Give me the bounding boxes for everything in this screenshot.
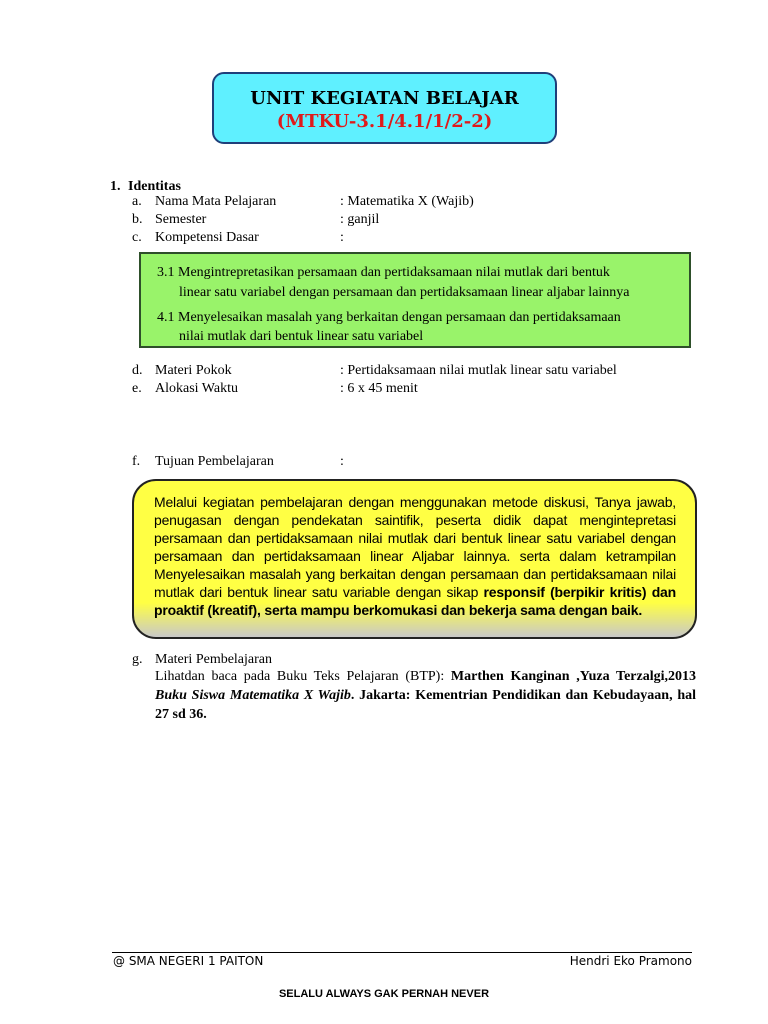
tujuan-text-bold: responsif (berpikir kritis) dan proaktif (kreatif), serta mampu berkomukasi dan bekerja sama dengan baik. xyxy=(154,584,676,618)
item-value-tujuan: : xyxy=(340,454,344,469)
materi-text-1: Lihatdan baca pada Buku Teks Pelajaran (BTP): xyxy=(155,669,445,684)
item-label-materi-pokok: Materi Pokok xyxy=(155,363,232,378)
item-label-tujuan: Tujuan Pembelajaran xyxy=(155,454,274,469)
item-value-mapel: : Matematika X (Wajib) xyxy=(340,194,474,209)
tujuan-text xyxy=(154,493,676,619)
item-letter-c: c. xyxy=(132,230,142,245)
item-letter-f: f. xyxy=(132,454,141,469)
item-label-alokasi: Alokasi Waktu xyxy=(155,381,238,396)
title-box xyxy=(212,72,557,144)
item-value-kd: : xyxy=(340,230,344,245)
kd-line: Menyelesaikan masalah yang berkaitan dengan persamaan dan pertidaksamaan xyxy=(178,310,621,325)
item-label-mapel: Nama Mata Pelajaran xyxy=(155,194,277,209)
kd-line2: linear satu variabel dengan persamaan dan pertidaksamaan linear aljabar lainnya xyxy=(179,285,630,300)
kd-num: 3.1 xyxy=(157,265,175,280)
materi-book-title: Buku Siswa Matematika X Wajib xyxy=(155,688,351,703)
item-value-materi-pokok: : Pertidaksamaan nilai mutlak linear satu variabel xyxy=(340,363,617,378)
document-code: (MTKU-3.1/4.1/1/2-2) xyxy=(276,111,493,132)
kompetensi-dasar-box xyxy=(139,252,691,348)
item-value-semester: : ganjil xyxy=(340,212,380,227)
item-value-alokasi: : 6 x 45 menit xyxy=(340,381,418,396)
kd-line: Mengintrepretasikan persamaan dan pertidaksamaan nilai mutlak dari bentuk xyxy=(178,265,610,280)
footer-motto: SELALU ALWAYS GAK PERNAH NEVER xyxy=(278,988,490,1000)
kd-item-3-1 xyxy=(157,263,679,282)
materi-text xyxy=(155,667,696,724)
document-title: UNIT KEGIATAN BELAJAR xyxy=(250,88,519,109)
materi-text-4: . Jakarta: Kementrian Pendidikan dan Kebudayaan, hal 27 sd 36. xyxy=(155,688,696,722)
section-heading: Identitas xyxy=(128,179,181,194)
footer-school: @ SMA NEGERI 1 PAITON xyxy=(113,954,264,968)
footer-author: Hendri Eko Pramono xyxy=(569,954,692,968)
tujuan-text-plain: Melalui kegiatan pembelajaran dengan menggunakan metode diskusi, Tanya jawab, penugasan dengan pendekatan saintifik, peserta didik dapat mengintepretasi persamaan dan pertidaksamaan nilai mutlak dari bentuk linear satu variabel dengan persamaan dan pertidaksamaan linear Aljabar lainnya. serta dalam ketrampilan Menyelesaikan masalah yang berkaitan dengan persamaan dan pertidaksamaan nilai mutlak dari bentuk linear satu variable dengan sikap xyxy=(154,494,676,600)
item-letter-b: b. xyxy=(132,212,143,227)
kd-item-4-1 xyxy=(157,308,679,327)
item-letter-e: e. xyxy=(132,381,142,396)
item-letter-d: d. xyxy=(132,363,143,378)
kd-line2: nilai mutlak dari bentuk linear satu variabel xyxy=(179,329,424,344)
item-letter-g: g. xyxy=(132,652,143,667)
item-label-semester: Semester xyxy=(155,212,207,227)
materi-text-2: Marthen Kanginan ,Yuza Terzalgi,2013 xyxy=(444,669,697,684)
kd-num: 4.1 xyxy=(157,310,175,325)
item-label-kd: Kompetensi Dasar xyxy=(155,230,259,245)
item-label-materi: Materi Pembelajaran xyxy=(155,652,273,667)
item-letter-a: a. xyxy=(132,194,142,209)
section-number: 1. xyxy=(110,179,121,194)
tujuan-pembelajaran-box xyxy=(132,479,697,639)
footer-divider xyxy=(112,952,692,953)
